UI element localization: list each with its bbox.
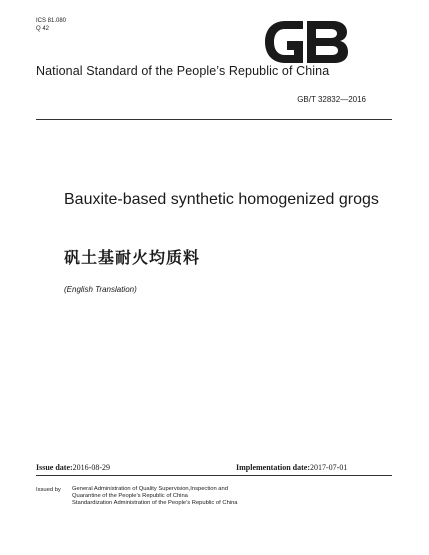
ics-code: ICS 81.080: [36, 18, 67, 24]
ccs-code: Q 42: [36, 26, 50, 32]
implementation-date-label: Implementation date:: [236, 463, 310, 472]
issue-date: [36, 463, 110, 472]
issuer-line: Standardization Administration of the People’s Republic of China: [72, 500, 238, 506]
issuer-line: General Administration of Quality Supervision,Inspection and: [72, 486, 228, 492]
issue-date-label: Issue date:: [36, 463, 73, 472]
issued-by-label: Issued by: [36, 487, 61, 493]
issuer-list: [72, 486, 238, 507]
title-chinese: 矾土基耐火均质料: [64, 248, 201, 267]
title-english: Bauxite-based synthetic homogenized grogs: [64, 191, 379, 208]
implementation-date-value: 2017-07-01: [310, 463, 348, 472]
issuer-line: Quarantine of the People’s Republic of China: [72, 493, 188, 499]
translation-note: (English Translation): [64, 285, 137, 294]
implementation-date: [236, 463, 347, 472]
header-divider: [36, 119, 392, 120]
issue-date-value: 2016-08-29: [72, 463, 110, 472]
gb-logo: [263, 19, 349, 65]
standard-number: GB/T 32832—2016: [297, 95, 366, 104]
footer-divider: [36, 475, 392, 476]
national-standard-heading: National Standard of the People’s Republic of China: [36, 64, 330, 78]
